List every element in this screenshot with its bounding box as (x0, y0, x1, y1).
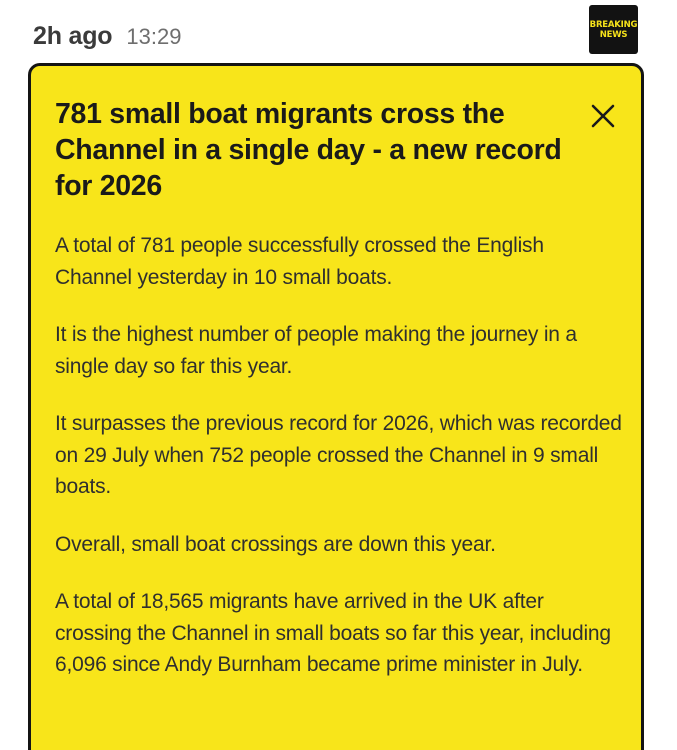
badge-line-breaking: BREAKING (589, 19, 638, 30)
paragraph: A total of 781 people successfully crossed the English Channel yesterday in 10 small boats. (55, 234, 544, 289)
breaking-news-badge (589, 5, 638, 54)
timestamp-row (33, 22, 181, 58)
badge-line-news: NEWS (599, 29, 628, 40)
article-body (55, 230, 625, 707)
paragraph: It surpasses the previous record for 2026, which was recorded on 29 July when 752 people crossed the Channel in 9 small boats. (55, 412, 622, 498)
close-icon (589, 102, 617, 130)
breaking-news-card (28, 63, 644, 750)
headline: 781 small boat migrants cross the Channel in a single day - a new record for 2026 (55, 98, 562, 202)
paragraph: A total of 18,565 migrants have arrived in the UK after crossing the Channel in small boats so far this year, including 6,096 since Andy Burnham became prime minister in July. (55, 590, 611, 676)
paragraph: Overall, small boat crossings are down this year. (55, 532, 496, 556)
close-button[interactable] (589, 102, 617, 130)
paragraph: It is the highest number of people making the journey in a single day so far this year. (55, 323, 577, 378)
relative-time: 2h ago (33, 22, 113, 50)
clock-time: 13:29 (126, 24, 182, 49)
